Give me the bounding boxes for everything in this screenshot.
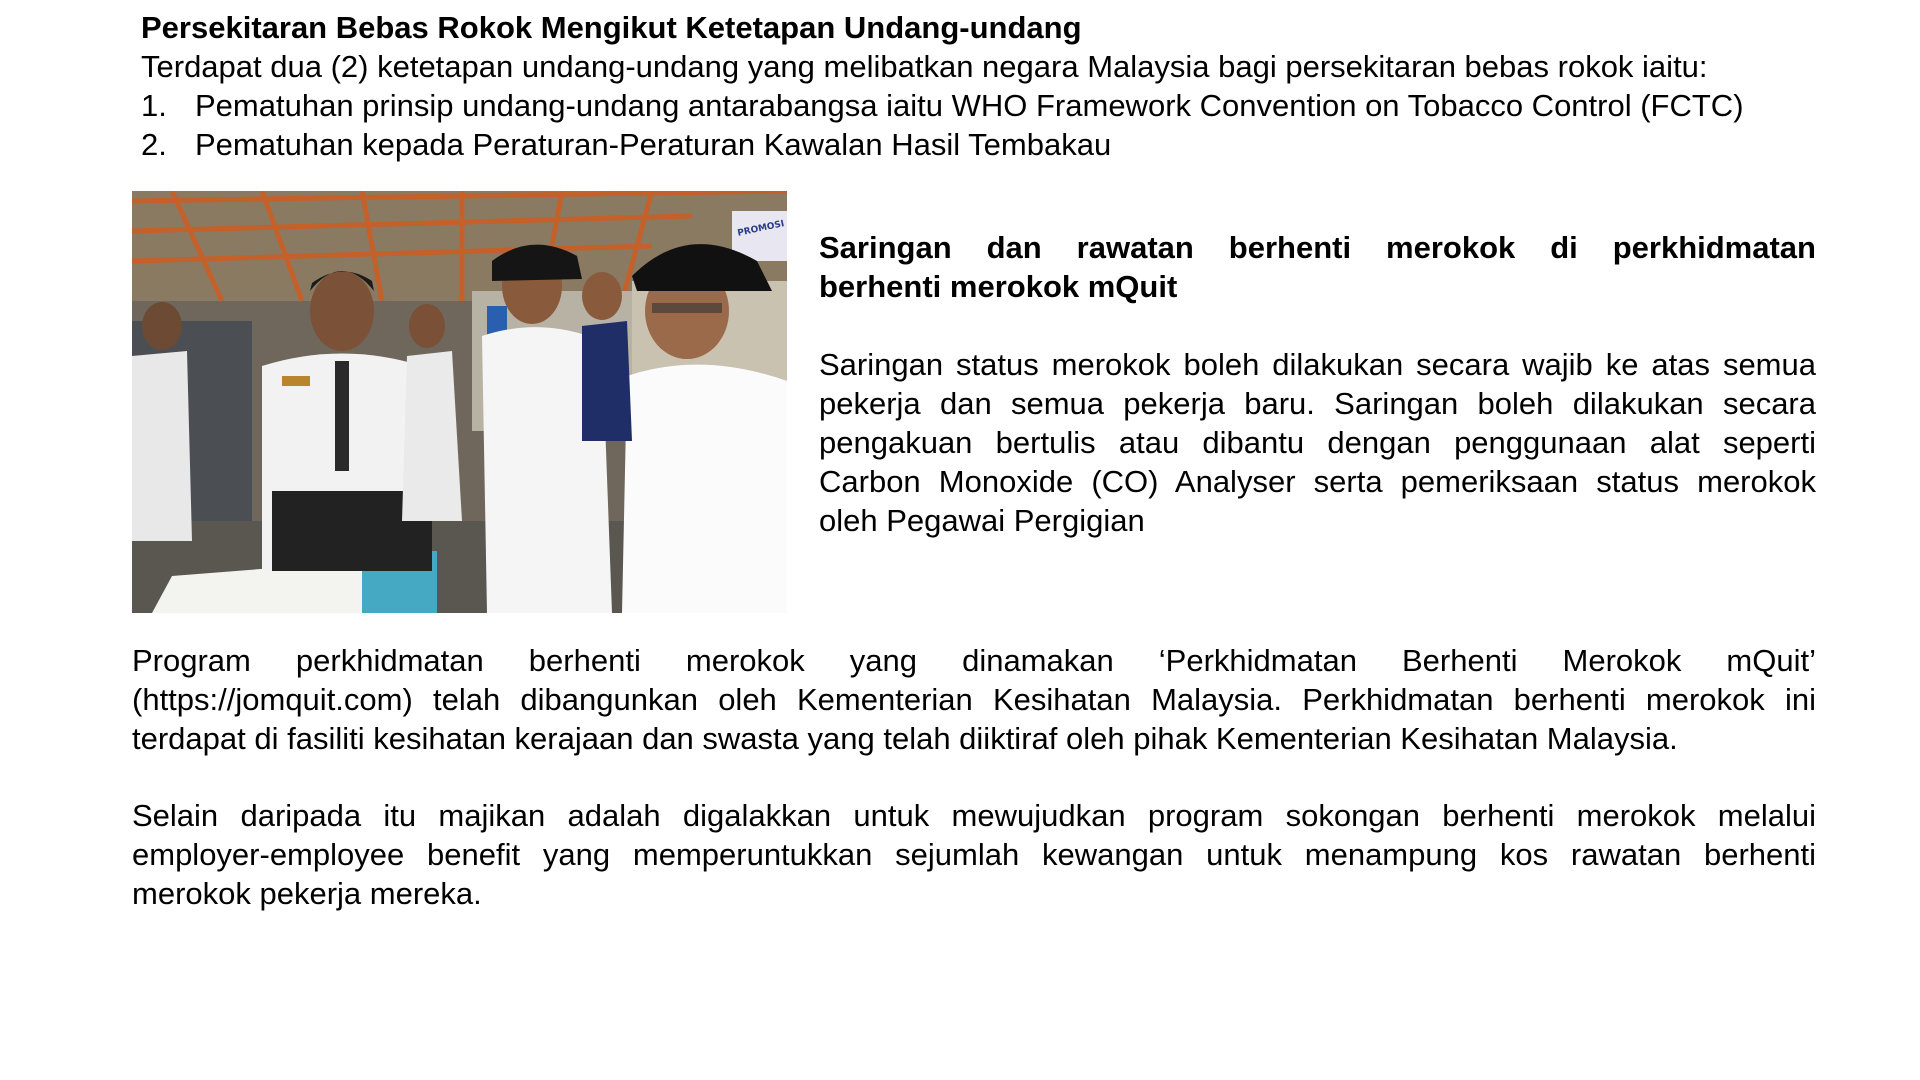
list-text: Pematuhan kepada Peraturan-Peraturan Kawalan Hasil Tembakau [195,127,1112,162]
paragraph-line: Selain daripada itu majikan adalah digalakkan untuk mewujudkan program sokongan berhenti merokok melalui [132,798,1816,833]
body-line: oleh Pegawai Pergigian [819,503,1145,538]
banner-text: PROMOSI [736,219,786,239]
body-line: pekerja dan semua pekerja baru. Saringan boleh dilakukan secara [819,386,1816,421]
body-line: Carbon Monoxide (CO) Analyser serta pemeriksaan status merokok [819,464,1816,499]
mquit-body [819,345,1816,540]
section-title: Persekitaran Bebas Rokok Mengikut Ketetapan Undang-undang [141,10,1082,45]
list-item [141,86,1841,125]
body-line: pengakuan bertulis atau dibantu dengan penggunaan alat seperti [819,425,1816,460]
list-text: Pematuhan prinsip undang-undang antarabangsa iaitu WHO Framework Convention on Tobacco Control (FCTC) [195,88,1744,123]
mquit-program-paragraph [132,641,1816,758]
paragraph-line: Program perkhidmatan berhenti merokok yang dinamakan ‘Perkhidmatan Berhenti Merokok mQuit’ [132,643,1816,678]
section-intro: Terdapat dua (2) ketetapan undang-undang yang melibatkan negara Malaysia bagi persekitaran bebas rokok iaitu: [141,49,1708,84]
screening-photo [132,191,787,613]
list-number: 1. [141,88,167,123]
heading-line: berhenti merokok mQuit [819,269,1178,304]
mquit-section [819,228,1816,540]
heading-line: Saringan dan rawatan berhenti merokok di perkhidmatan [819,230,1816,265]
paragraph-line: merokok pekerja mereka. [132,876,482,911]
paragraph-line: employer-employee benefit yang memperuntukkan sejumlah kewangan untuk menampung kos rawatan berhenti [132,837,1816,872]
list-item [141,125,1841,164]
list-number: 2. [141,127,167,162]
paragraph-line: terdapat di fasiliti kesihatan kerajaan dan swasta yang telah diiktiraf oleh pihak Kementerian Kesihatan Malaysia. [132,721,1678,756]
body-line: Saringan status merokok boleh dilakukan secara wajib ke atas semua [819,347,1816,382]
paragraph-line: (https://jomquit.com) telah dibangunkan oleh Kementerian Kesihatan Malaysia. Perkhidmatan berhenti merokok ini [132,682,1816,717]
legal-section [141,8,1841,164]
employer-support-paragraph [132,796,1816,913]
mquit-heading [819,228,1816,306]
